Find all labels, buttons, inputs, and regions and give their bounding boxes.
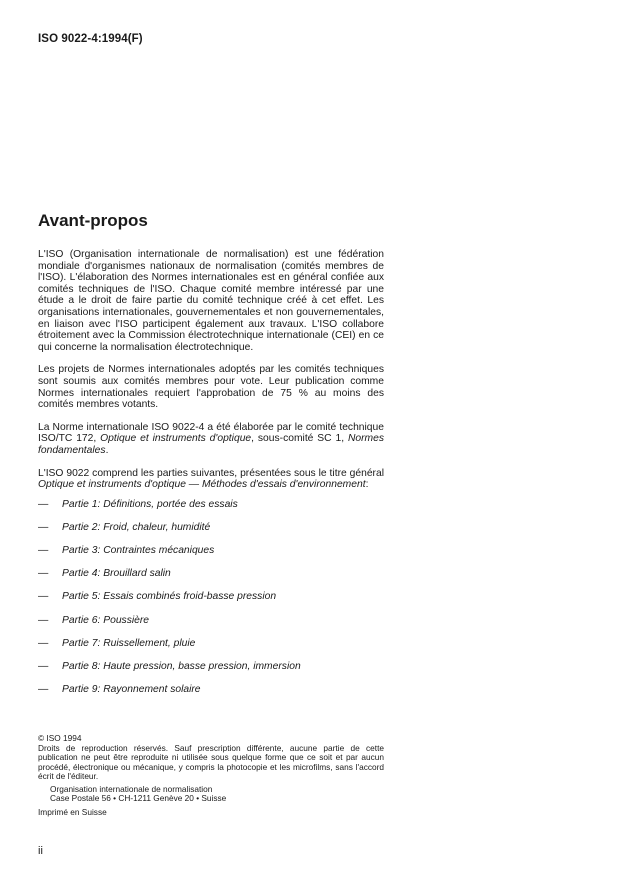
part-name: Haute pression, basse pression, immersion — [103, 661, 301, 672]
part-name: Ruissellement, pluie — [103, 637, 196, 649]
committee-title: Optique et instruments d'optique — [100, 433, 252, 445]
dash: — — [38, 637, 49, 649]
part-name: Rayonnement solaire — [103, 684, 201, 696]
dash: — — [38, 614, 49, 626]
paragraph-committee-pre: La Norme internationale ISO 9022-4 a été élaborée par le comité technique ISO/TC 172, — [38, 421, 384, 445]
list-item — [38, 638, 384, 661]
document-identifier: ISO 9022-4:1994(F) — [38, 33, 143, 45]
paragraph-committee — [38, 422, 384, 457]
paragraph-committee-post: . — [105, 444, 109, 456]
part-label: Partie 8: — [62, 661, 101, 672]
list-item — [38, 568, 384, 591]
part-name: Contraintes mécaniques — [103, 545, 215, 557]
parts-list — [38, 499, 384, 708]
dash: — — [38, 498, 49, 510]
part-label: Partie 1: — [62, 498, 101, 510]
part-label: Partie 3: — [62, 545, 101, 557]
part-label: Partie 5: — [62, 591, 101, 603]
part-label: Partie 9: — [62, 684, 101, 696]
list-item — [38, 615, 384, 638]
list-item — [38, 684, 384, 707]
part-label: Partie 6: — [62, 614, 101, 626]
dash: — — [38, 545, 49, 557]
dash: — — [38, 591, 49, 603]
dash: — — [38, 661, 49, 672]
part-label: Partie 7: — [62, 637, 101, 649]
dash: — — [38, 684, 49, 696]
parts-intro-pre: L'ISO 9022 comprend les parties suivantes, présentées sous le titre général — [38, 467, 384, 479]
list-item — [38, 499, 384, 522]
paragraph-voting: Les projets de Normes internationales adoptés par les comités techniques sont soumis aux comités membres pour vote. Leur publication comme Normes internationales requiert l'approbation de 75 % au moins des comités membres votants. — [38, 364, 384, 411]
section-title: Avant-propos — [38, 211, 148, 230]
list-item — [38, 591, 384, 614]
part-label: Partie 2: — [62, 521, 101, 533]
organization-name: Organisation internationale de normalisation — [50, 784, 213, 795]
part-name: Définitions, portée des essais — [103, 498, 238, 510]
part-label: Partie 4: — [62, 568, 101, 580]
list-item — [38, 661, 384, 684]
part-name: Essais combinés froid-basse pression — [103, 591, 277, 603]
part-name: Poussière — [103, 614, 150, 626]
dash: — — [38, 568, 49, 580]
printed-in: Imprimé en Suisse — [38, 807, 107, 818]
dash: — — [38, 521, 49, 533]
paragraph-iso-intro: L'ISO (Organisation internationale de normalisation) est une fédération mondiale d'organismes nationaux de normalisation (comités membres de l'ISO). L'élaboration des Normes internationales est en général confiée aux comités techniques de l'ISO. Chaque comité membre intéressé par une étude a le droit de faire partie du comité technique créé à cet effet. Les organisations internationales, gouvernementales et non gouvernementales, en liaison avec l'ISO participent également aux travaux. L'ISO collabore étroitement avec la Commission électrotechnique internationale (CEI) en ce qui concerne la normalisation électrotechnique. — [38, 249, 384, 353]
subcommittee-title: Normes fondamentales — [38, 433, 385, 456]
copyright-block — [38, 734, 384, 818]
organization-address: Case Postale 56 • CH-1211 Genève 20 • Suisse — [50, 793, 227, 804]
paragraph-parts-intro — [38, 468, 384, 491]
copyright-line: © ISO 1994 — [38, 733, 82, 743]
general-title: Optique et instruments d'optique — Méthodes d'essais d'environnement — [38, 479, 366, 491]
part-name: Brouillard salin — [103, 568, 171, 580]
foreword-body — [38, 249, 384, 707]
list-item — [38, 522, 384, 545]
rights-notice: Droits de reproduction réservés. Sauf prescription différente, aucune partie de cette publication ne peut être reproduite ni utilisée sous quelque forme que ce soit et par aucun procédé, électronique ou mécanique, y compris la photocopie et les microfilms, sans l'accord écrit de l'éditeur. — [38, 743, 384, 781]
parts-intro-post: : — [365, 479, 369, 491]
page-number: ii — [38, 845, 43, 857]
list-item — [38, 545, 384, 568]
paragraph-committee-mid: , sous-comité SC 1, — [251, 433, 348, 445]
part-name: Froid, chaleur, humidité — [103, 521, 211, 533]
